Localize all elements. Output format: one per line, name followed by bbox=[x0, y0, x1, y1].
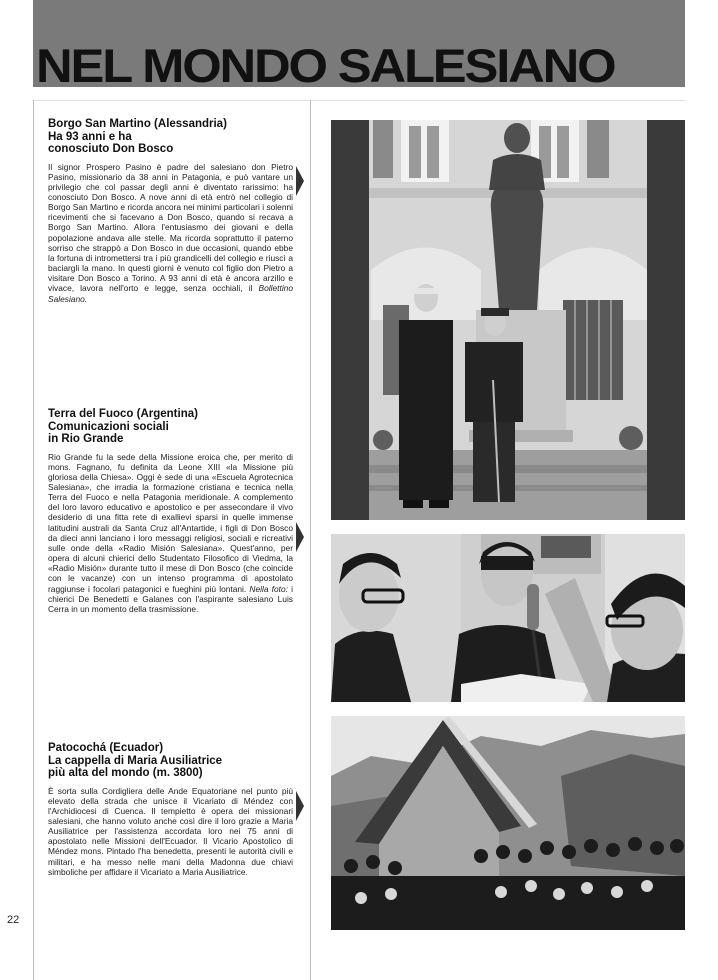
article-text: Rio Grande fu la sede della Missione eroica che, per merito di mons. Fagnano, fu definita da Leone XIII «la Missione più gloriosa della Chiesa». Oggi è sede di una «Escuela Agrotecnica Salesiana», che irradia la formazione cristiana e tecnica nella Terra del Fuoco e nella Patagonia meridionale. A complemento del loro lavoro educativo e apostolico e per assecondare il vivo desiderio di una fitta rete di exallievi sparsi in quelle immense latitudini australi da Santa Cruz all'Antartide, i figli di Don Bosco da dieci anni lanciano i loro messaggi religiosi, sociali e ricreativi sulle onde della «Radio Misión Salesiana». Quest'anno, per opera di alcuni chierici dello Studentato Filosofico di Viedma, la «Radio Misión» durante tutto il mese di Don Bosco (che coincide con le vacanze) con un intenso programma di apostolato raggiunse i focolari patagonici e fueghini più lontani. bbox=[48, 451, 293, 594]
arrow-pointer-icon bbox=[296, 166, 304, 196]
article-text: È sorta sulla Cordigliera delle Ande Equatoriane nel punto più elevato della strada che unisce il Vicariato di Méndez con l'Archidiocesi di Cuenca. Il tempietto è opera dei missionari salesiani, che hanno voluto anche così dire il loro grazie a Maria Ausiliatrice per l'assistenza accordata loro nei 75 anni di apostolato nelle Missioni dell'Ecuador. Il Vicario Apostolico di Méndez mons. Pintado l'ha benedetta, presenti le autorità civili e militari, e ha messo nelle mani della Madonna due chiavi simboliche per affidare il Vicariato a Maria Ausiliatrice. bbox=[48, 785, 293, 877]
photo-mountain-chapel bbox=[331, 716, 685, 930]
article-title-line: Terra del Fuoco (Argentina) bbox=[48, 408, 198, 420]
photo-statue-courtyard-illustration bbox=[331, 120, 685, 520]
photo-statue-courtyard bbox=[331, 120, 685, 520]
page-title: NEL MONDO SALESIANO bbox=[36, 39, 615, 92]
frame-divider-left bbox=[33, 100, 34, 980]
article-title-line: in Rio Grande bbox=[48, 433, 124, 445]
article-title-line: Borgo San Martino (Alessandria) bbox=[48, 118, 227, 130]
article-title-line: Patocochá (Ecuador) bbox=[48, 742, 164, 754]
photo-mountain-chapel-illustration bbox=[331, 716, 685, 930]
column-divider bbox=[310, 100, 311, 980]
article-text: Il signor Prospero Pasino è padre del salesiano don Pietro Pasino, missionario da 38 anni in Patagonia, e può vantare un privilegio che col passar degli anni è diventato rarissimo: ha conosciuto Don Bosco. A nove anni di età entrò nel collegio di Borgo San Martino e ricorda ancora nei minimi particolari i solenni ricevimenti che si facevano a Don Bosco, quando si recava a Borgo San Martino. Allora l'entusiasmo dei giovani e della popolazione andava alle stelle. Ma ricorda soprattutto il paterno sorriso che strappò a Don Bosco in due occasioni, quando ebbe la fortuna di intromettersi tra i più grandicelli del collegio e riuscì a baciargli la mano. In questi giorni è venuto col figlio don Pietro a visitare Don Bosco a Torino. A 93 anni di età è ancora arzillo e vivace, lavora nell'orto e legge, senza occhiali, il bbox=[48, 161, 293, 294]
article-borgo-san-martino bbox=[48, 118, 293, 304]
article-body bbox=[48, 162, 293, 304]
article-title-line: conosciuto Don Bosco bbox=[48, 143, 174, 155]
article-title-line: Comunicazioni sociali bbox=[48, 420, 169, 433]
page-header-band bbox=[33, 0, 685, 92]
photo-radio-broadcast bbox=[331, 534, 685, 702]
article-patococha bbox=[48, 742, 293, 877]
arrow-pointer-icon bbox=[296, 522, 304, 552]
frame-divider-top bbox=[33, 100, 685, 101]
article-title bbox=[48, 118, 293, 156]
article-title bbox=[48, 408, 293, 446]
article-text-after: i chierici De Benedetti e Galanes con l'aspirante salesiano Luis Cerra in un momento della trasmissione. bbox=[48, 583, 294, 614]
article-terra-del-fuoco bbox=[48, 408, 293, 614]
article-body bbox=[48, 786, 293, 877]
article-text-italic: Bollettino Salesiano. bbox=[48, 283, 293, 304]
article-text-italic: Nella foto: bbox=[249, 583, 288, 594]
article-title-line: La cappella di Maria Ausiliatrice bbox=[48, 754, 223, 767]
article-title-line: più alta del mondo (m. 3800) bbox=[48, 767, 203, 779]
article-title-line: Ha 93 anni e ha bbox=[48, 130, 132, 143]
page-number: 22 bbox=[7, 914, 20, 926]
article-title bbox=[48, 742, 293, 780]
photo-radio-broadcast-illustration bbox=[331, 534, 685, 702]
arrow-pointer-icon bbox=[296, 791, 304, 821]
article-body bbox=[48, 452, 293, 615]
